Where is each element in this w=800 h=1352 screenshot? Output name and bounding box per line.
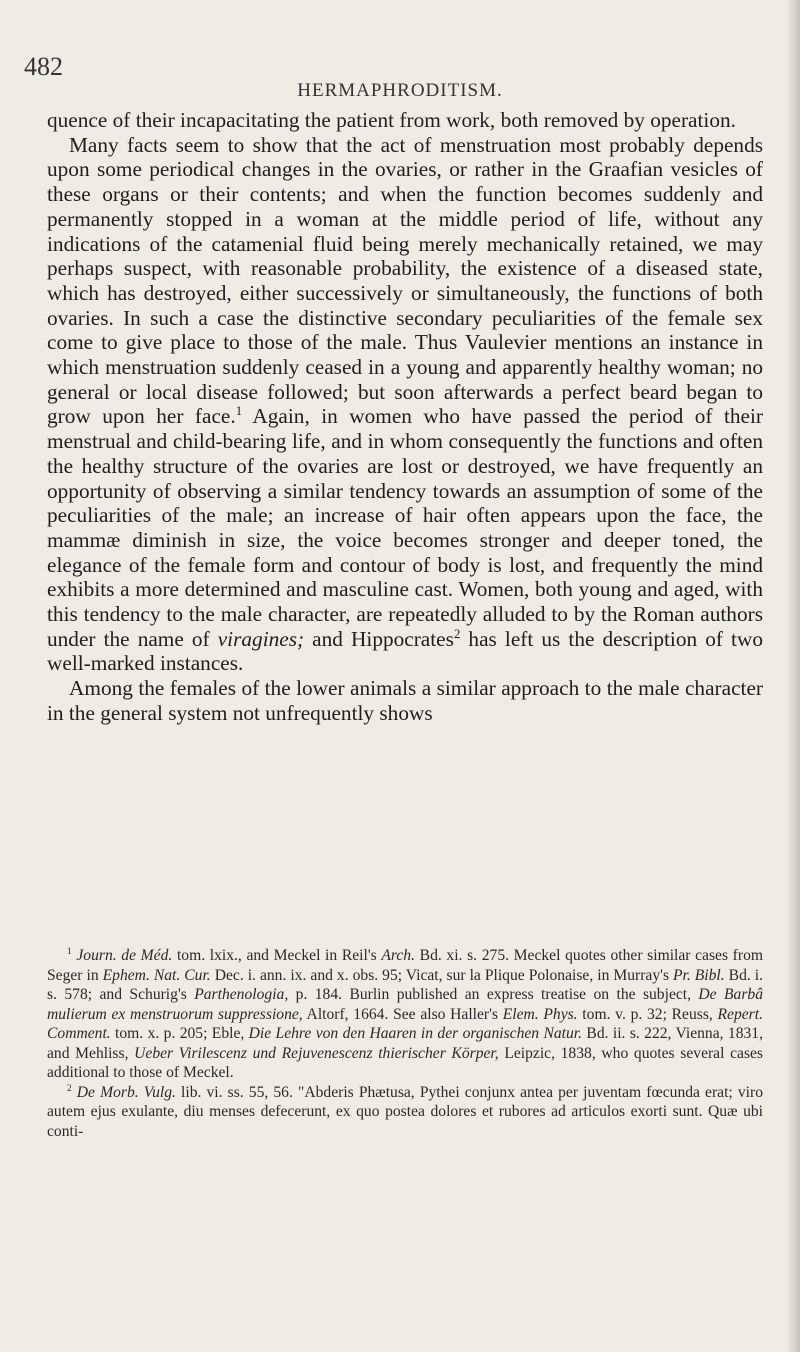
citation-title: Parthenologia, <box>194 986 289 1003</box>
paragraph-continued: quence of their incapacitating the patient from work, both removed by operation. <box>47 108 736 132</box>
text-run: tom. x. p. 205; Eble, <box>110 1025 249 1042</box>
paragraph-lower-animals: Among the females of the lower animals a similar approach to the male character in the general system not unfrequently shows <box>47 676 763 725</box>
running-title: HERMAPHRODITISM. <box>297 80 503 101</box>
text-run: Bd. xi. s. 275. Meckel quotes other similar cases from Seger in <box>47 947 763 984</box>
citation-title: Pr. Bibl. <box>673 966 725 984</box>
paragraph-menstruation <box>47 133 763 676</box>
footnotes <box>47 946 763 1141</box>
emphasis-viragines: viragines; <box>217 626 305 651</box>
text-run: p. 184. Burlin published an express treatise on the subject, <box>288 986 699 1003</box>
citation-title: Ueber Virilescenz und Rejuvenescenz thierischer Körper, <box>134 1044 499 1062</box>
citation-title: Repert. Comment. <box>47 1005 763 1042</box>
text-run: Leipzic, 1838, who quotes several cases additional to those of Meckel. <box>47 1044 763 1081</box>
text-run: Altorf, 1664. See also Haller's <box>302 1005 503 1023</box>
citation-title: Elem. Phys. <box>502 1005 578 1023</box>
footnote-ref-2: 2 <box>453 626 461 641</box>
text-run: Dec. i. ann. ix. and x. obs. 95; Vicat, sur la Plique Polonaise, in Murray's <box>210 966 674 984</box>
citation-title: Die Lehre von den Haaren in der organischen Natur. <box>248 1025 583 1042</box>
footnote-mark-2: 2 <box>67 1083 72 1094</box>
text-run: Many facts seem to show that the act of menstruation most probably depends upon some periodical changes in the ovaries, or rather in the Graafian vesicles of these organs or their contents; and when the function becomes suddenly and permanently stopped in a woman at the middle period of life, without any indications of the catamenial fluid being merely mechanically retained, we may perhaps suspect, with reasonable probability, the existence of a diseased state, which has destroyed, either successively or simultaneously, the functions of both ovaries. In such a case the distinctive secondary peculiarities of the female sex come to give place to those of the male. Thus Vaulevier mentions an instance in which menstruation suddenly ceased in a young and apparently healthy woman; no general or local disease followed; but soon afterwards a perfect beard began to grow upon her face. <box>47 132 763 429</box>
text-run: tom. v. p. 32; Reuss, <box>577 1005 718 1023</box>
text-run: Again, in women who have passed the period of their menstrual and child-bearing life, and in whom consequently the functions and often the healthy structure of the ovaries are lost or destroyed, we have frequently an opportunity of observing a similar tendency towards an assumption of some of the peculiarities of the male; an increase of hair often appears upon the face, the mammæ diminish in size, the voice becomes stronger and deeper toned, the elegance of the female form and contour of body is lost, and frequently the mind exhibits a more determined and masculine cast. Women, both young and aged, with this tendency to the male character, are repeatedly alluded to by the Roman authors under the name of <box>47 404 764 651</box>
footnote-mark-1: 1 <box>67 946 72 957</box>
footnote-ref-1: 1 <box>235 404 243 419</box>
citation-title: Ephem. Nat. Cur. <box>102 966 211 984</box>
text-run: has left us the description of two well-marked instances. <box>47 626 764 676</box>
footnote-2 <box>47 1083 763 1142</box>
citation-title: De Morb. Vulg. <box>76 1083 176 1101</box>
text-run: tom. lxix., and Meckel in Reil's <box>172 947 382 964</box>
text-run: Bd. ii. s. 222, Vienna, 1831, and Mehliss, <box>47 1025 763 1062</box>
citation-title: Journ. de Méd. <box>76 947 173 964</box>
text-run: lib. vi. ss. 55, 56. "Abderis Phætusa, Pythei conjunx antea per juventam fœcunda erat; viro autem ejus exulante, diu menses defecerunt, ex quo postea dolores et rubores ad articulos exorti sunt. Quæ ubi conti- <box>47 1083 763 1140</box>
footnote-1 <box>47 946 763 1083</box>
page-edge-shadow <box>786 0 800 1352</box>
page-number: 482 <box>24 52 63 81</box>
citation-title: De Barbâ mulierum ex menstruorum suppressione, <box>47 986 763 1023</box>
citation-title: Arch. <box>381 947 416 964</box>
text-run: Bd. i. s. 578; and Schurig's <box>47 966 763 1003</box>
text-run: and Hippocrates <box>304 626 454 651</box>
main-text <box>47 108 763 726</box>
